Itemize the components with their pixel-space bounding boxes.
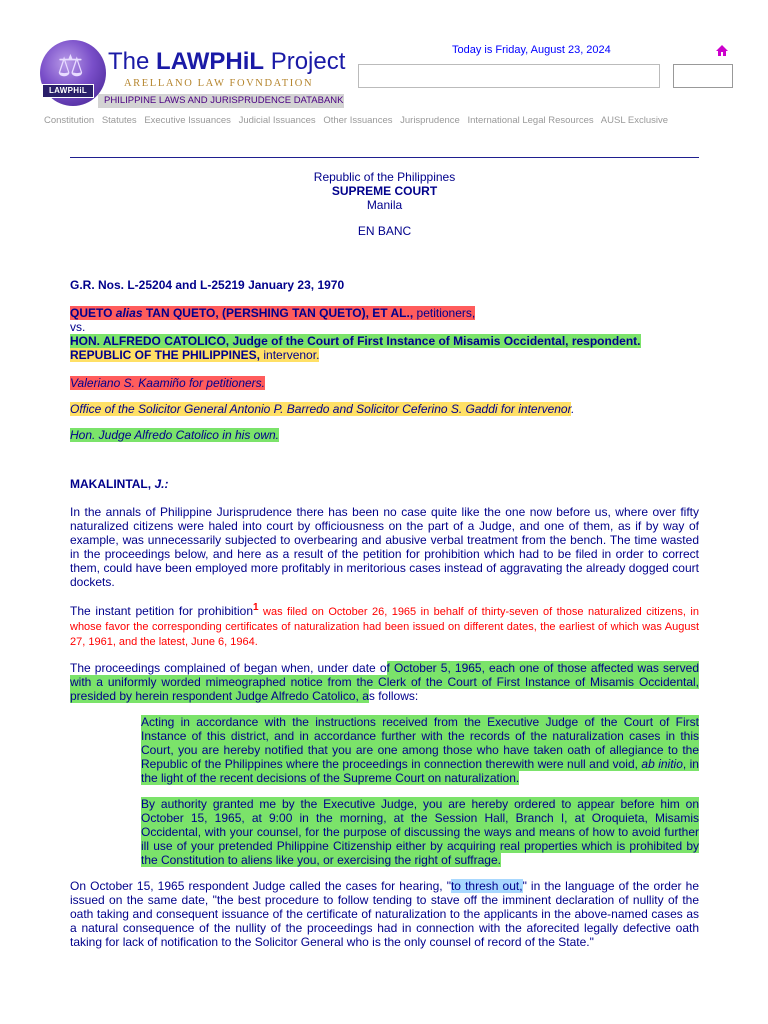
court-city: Manila xyxy=(366,198,403,212)
paragraph-4: On October 15, 1965 respondent Judge called the cases for hearing, "to thresh out," in the language of the order he issued on the same date, "the best procedure to follow tending to stave off the imminent declaration of nullity of the oath taking and consequent issuance of the certificate of naturalization to the applicants in the above-named cases as a natural consequence of the nullity of the proceedings had in connection with the aforecited legally defective oath taking for lack of notification to the Solicitor General who is the only counsel of record of the State." xyxy=(70,879,700,949)
case-number: G.R. Nos. L-25204 and L-25219 January 23, 1970 xyxy=(70,278,345,292)
decision-document xyxy=(70,170,699,949)
versus-label: vs. xyxy=(70,320,86,334)
counsel-petitioners: Valeriano S. Kaamiño for petitioners. xyxy=(70,376,265,390)
respondent: HON. ALFREDO CATOLICO, Judge of the Court of First Instance of Misamis Occidental, respondent. xyxy=(70,334,641,348)
court-division: EN BANC xyxy=(357,224,412,238)
logo-foundation: ARELLANO LAW FOVNDATION xyxy=(124,78,314,89)
paragraph-2: The instant petition for prohibition$^1$ was filed on October 26, 1965 in behalf of thirty-seven of those naturalized citizens, in whose favor the corresponding certificates of naturalization had been issued on different dates, the earliest of which was August 27, 1961, and the latest, June 6, 1964. xyxy=(70,602,699,648)
today-date: Today is Friday, August 23, 2024 xyxy=(452,44,611,56)
nav-statutes[interactable]: Statutes xyxy=(101,115,137,126)
nav-ausl-exclusive[interactable]: AUSL Exclusive xyxy=(600,115,669,126)
quoted-notice-2: By authority granted me by the Executive Judge, you are hereby ordered to appear before him on October 15, 1965, at 9:00 in the morning, at the Session Hall, Branch I, at Oroquieta, Misamis Occidental, with your counsel, for the purpose of discussing the ways and means of how to avoid further ill use of your pretended Philippine Citizenship either by acquiring real properties which is prohibited by the Constitution to aliens like you, or exercising the right of suffrage. xyxy=(141,797,699,867)
scales-icon: ⚖ xyxy=(57,50,84,83)
logo-tagline: PHILIPPINE LAWS AND JURISPRUDENCE DATABANK xyxy=(98,94,344,108)
court-heading xyxy=(70,170,699,238)
case-parties xyxy=(70,306,699,362)
counsel-respondent: Hon. Judge Alfredo Catolico in his own. xyxy=(70,428,280,442)
quoted-notice-1: Acting in accordance with the instructions received from the Executive Judge of the Court of First Instance of this district, and in accordance further with the records of the naturalization cases in this Court, you are hereby notified that you are one among those who have taken oath of allegiance to the Republic of the Philippines where the proceedings in connection therewith were null and void, ab initio, in the light of the recent decisions of the Supreme Court on naturalization. xyxy=(141,715,699,785)
logo-title: The LAWPHiL Project xyxy=(108,48,346,75)
search-button[interactable] xyxy=(673,64,733,88)
ponente: MAKALINTAL, J.: xyxy=(70,477,169,491)
nav-jurisprudence[interactable]: Jurisprudence xyxy=(400,115,460,126)
paragraph-3: The proceedings complained of began when, under date of October 5, 1965, each one of those affected was served with a uniformly worded mimeographed notice from the Clerk of the Court of First Instance of Misamis Occidental, presided by herein respondent Judge Alfredo Catolico, as follows: xyxy=(70,661,700,703)
logo-badge: LAWPHiL xyxy=(42,84,94,98)
footnote-link-1[interactable]: 1 xyxy=(253,602,259,613)
search-input[interactable] xyxy=(358,64,660,88)
counsel-intervenor: Office of the Solicitor General Antonio P. Barredo and Solicitor Ceferino S. Gaddi for intervenor. xyxy=(70,402,575,416)
paragraph-1: In the annals of Philippine Jurisprudence there has been no case quite like the one now before us, where over fifty naturalized citizens were haled into court by officiousness on the part of a Judge, and one of them, as if by way of example, was unnecessarily subjected to overbearing and abusive verbal treatment from the bench. The time wasted in the proceedings below, and here as a result of the petition for prohibition which had to be filed in order to correct them, could have been employed more profitably in meritorious cases instead of aggravating the already dogged court dockets. xyxy=(70,505,699,589)
header-divider xyxy=(70,157,699,158)
nav-constitution[interactable]: Constitution xyxy=(44,115,95,126)
republic-line: Republic of the Philippines xyxy=(313,170,456,184)
intervenor: REPUBLIC OF THE PHILIPPINES, intervenor. xyxy=(70,348,320,362)
main-nav xyxy=(44,115,673,126)
nav-other-issuances[interactable]: Other Issuances xyxy=(323,115,393,126)
nav-executive-issuances[interactable]: Executive Issuances xyxy=(144,115,231,126)
site-logo[interactable] xyxy=(36,36,366,112)
nav-judicial-issuances[interactable]: Judicial Issuances xyxy=(238,115,316,126)
nav-international-legal-resources[interactable]: International Legal Resources xyxy=(467,115,594,126)
petitioners: QUETO alias TAN QUETO, (PERSHING TAN QUETO), ET AL., petitioners, xyxy=(70,306,476,320)
court-name: SUPREME COURT xyxy=(331,184,438,198)
home-icon[interactable] xyxy=(715,44,729,58)
